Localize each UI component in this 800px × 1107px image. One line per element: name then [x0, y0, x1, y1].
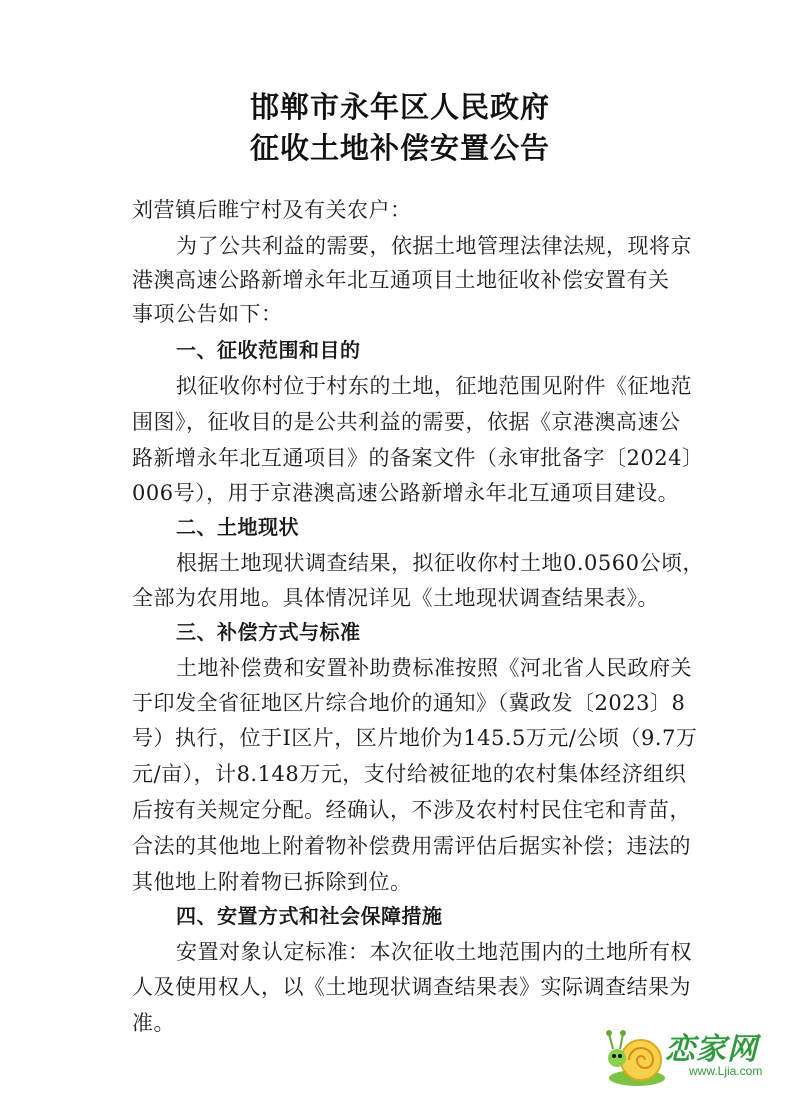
- section-line: 根据土地现状调查结果，拟征收你村土地0.0560公顷，: [176, 551, 704, 575]
- section-line: 土地补偿费和安置补助费标准按照《河北省人民政府关: [176, 656, 692, 680]
- section-line: 其他地上附着物已拆除到位。: [132, 870, 412, 894]
- section-line: 006号），用于京港澳高速公路新增永年北互通项目建设。: [132, 481, 680, 505]
- section-line: 号）执行，位于Ⅰ区片，区片地价为145.5万元/公顷（9.7万: [132, 726, 698, 750]
- section-heading: 三、补偿方式与标准: [176, 620, 361, 644]
- section-line: 拟征收你村位于村东的土地，征地范围见附件《征地范: [176, 374, 692, 398]
- document-title-line2: 征收土地补偿安置公告: [249, 131, 550, 165]
- section-heading: 四、安置方式和社会保障措施: [176, 904, 443, 928]
- watermark-url: www.Ljia.com: [689, 1064, 763, 1078]
- document-title-line1: 邯郸市永年区人民政府: [249, 90, 550, 124]
- section-heading: 一、征收范围和目的: [176, 338, 361, 362]
- intro-line: 港澳高速公路新增永年北互通项目土地征收补偿安置有关: [132, 268, 670, 292]
- intro-line: 事项公告如下：: [132, 302, 283, 326]
- section-line: 于印发全省征地区片综合地价的通知》（冀政发〔2023〕8: [132, 691, 686, 715]
- section-line: 路新增永年北互通项目》的备案文件（永审批备字〔2024〕: [132, 446, 704, 470]
- section-line: 安置对象认定标准：本次征收土地范围内的土地所有权: [176, 940, 692, 964]
- section-line: 准。: [132, 1011, 175, 1035]
- snail-mascot-icon: [603, 1022, 667, 1092]
- section-heading: 二、土地现状: [176, 515, 299, 539]
- addressee: 刘营镇后睢宁村及有关农户：: [132, 198, 412, 222]
- section-line: 元/亩），计8.148万元，支付给被征地的农村集体经济组织: [132, 762, 687, 786]
- section-line: 围图》，征收目的是公共利益的需要，依据《京港澳高速公: [132, 410, 681, 434]
- intro-line: 为了公共利益的需要，依据土地管理法律法规，现将京: [176, 234, 692, 258]
- watermark-logo: [603, 1018, 778, 1093]
- section-line: 人及使用权人，以《土地现状调查结果表》实际调查结果为: [132, 975, 691, 999]
- section-line: 全部为农用地。具体情况详见《土地现状调查结果表》。: [132, 586, 659, 610]
- watermark-brand: 恋家网: [665, 1032, 758, 1067]
- section-line: 后按有关规定分配。经确认，不涉及农村村民住宅和青苗，: [132, 798, 691, 822]
- section-line: 合法的其他地上附着物补偿费用需评估后据实补偿；违法的: [132, 834, 691, 858]
